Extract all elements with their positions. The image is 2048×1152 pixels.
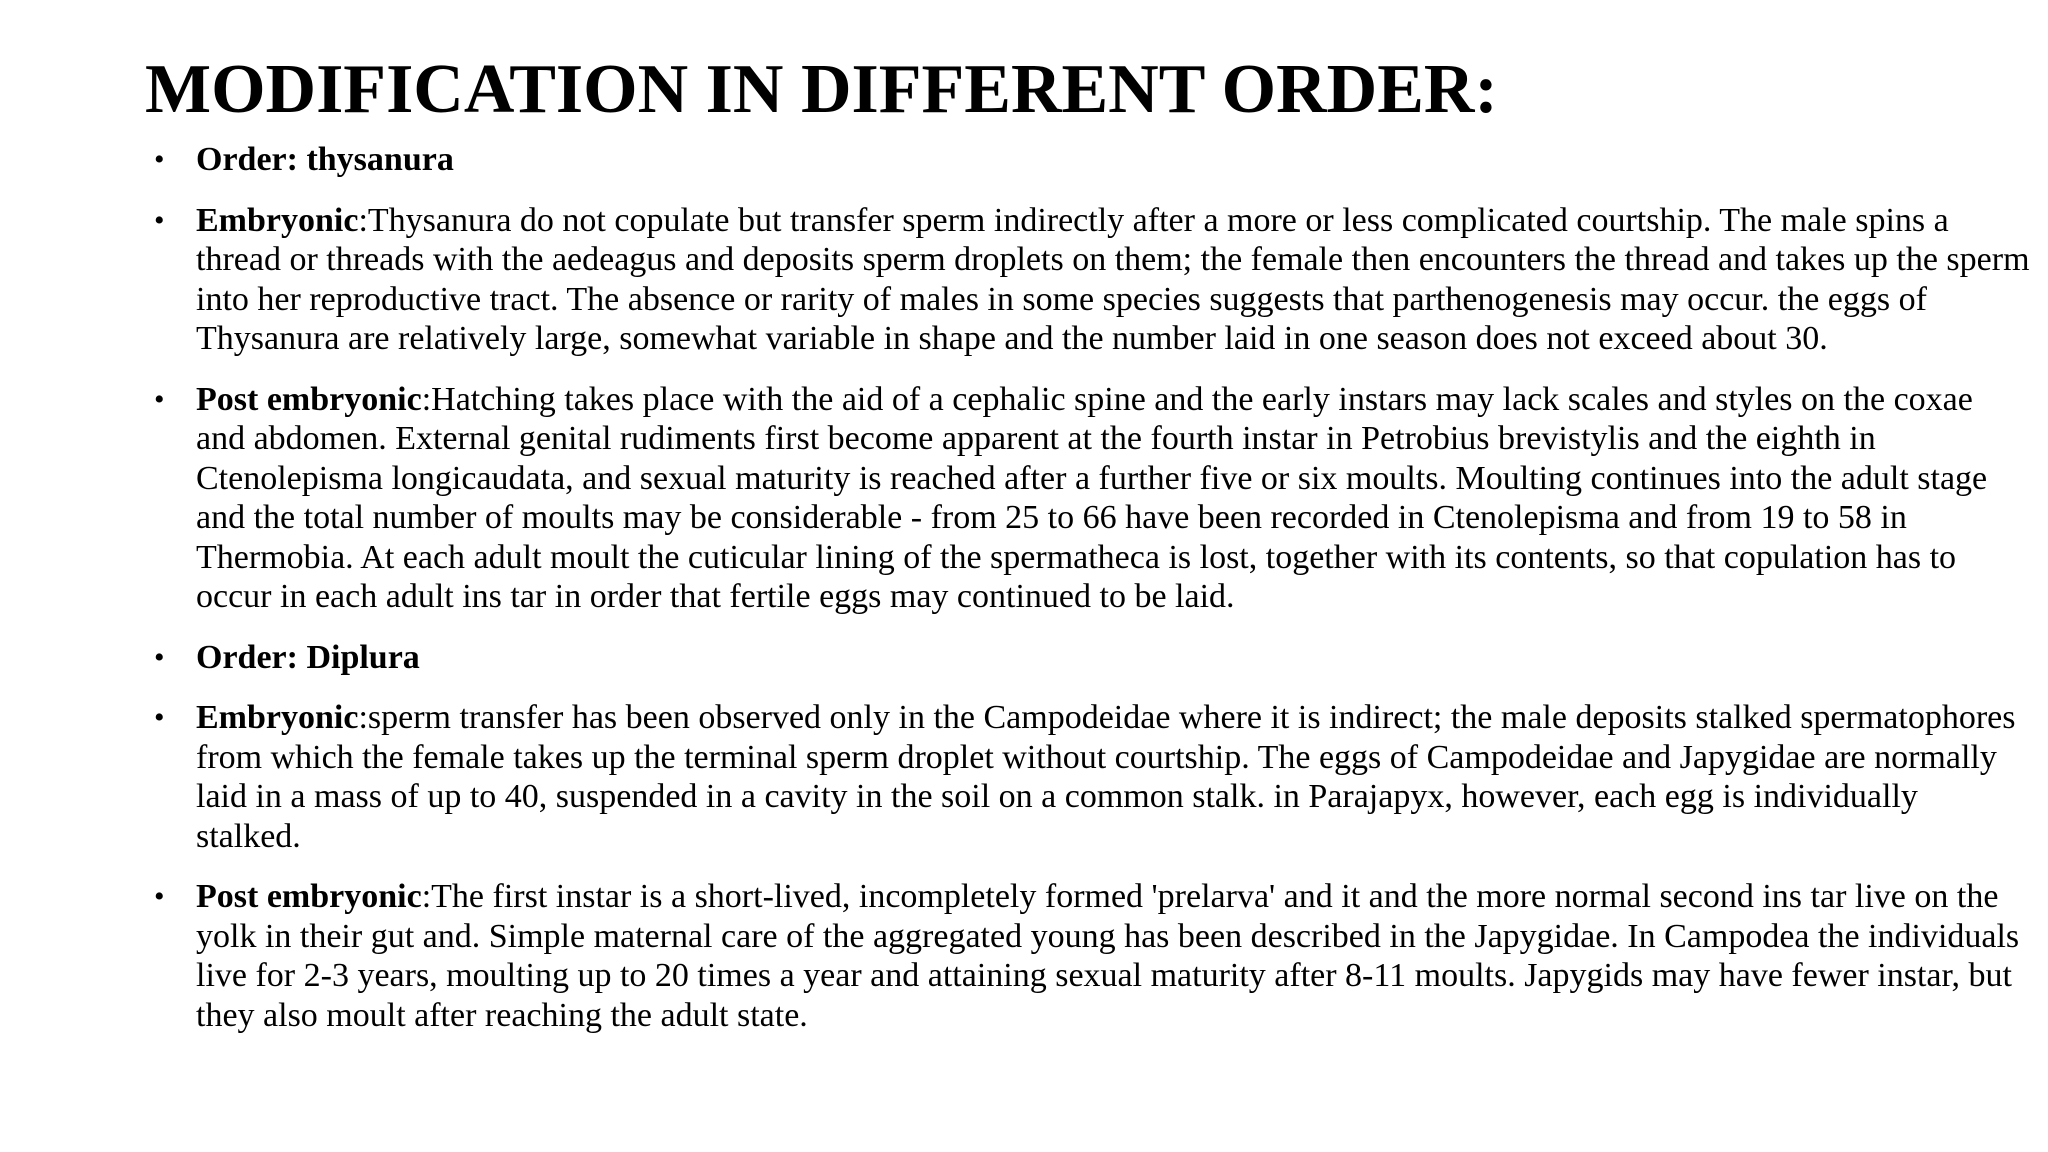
bullet-text: :Hatching takes place with the aid of a cephalic spine and the early instars may lack scales and styles on the coxae and abdomen. External genital rudiments first become apparent at the fourth instar in Petrobius brevistylis and the eighth in Ctenolepisma longicaudata, and sexual maturity is reached after a further five or six moults. Moulting continues into the adult stage and the total number of moults may be considerable - from 25 to 66 have been recorded in Ctenolepisma and from 19 to 58 in Thermobia. At each adult moult the cuticular lining of the spermatheca is lost, together with its contents, so that copulation has to occur in each adult ins tar in order that fertile eggs may continued to be laid. [196, 380, 1988, 615]
bullet-label: Post embryonic [196, 380, 422, 418]
slide-title: MODIFICATION IN DIFFERENT ORDER: [145, 51, 1498, 128]
bullet-diplura-post-embryonic [150, 877, 2030, 1035]
bullet-marker: • [154, 640, 165, 674]
bullet-heading: Order: thysanura [196, 141, 454, 178]
bullet-marker: • [154, 701, 165, 734]
bullet-heading: Order: Diplura [196, 638, 420, 676]
bullet-text: :sperm transfer has been observed only in the Campodeidae where it is indirect; the male deposits stalked spermatophores from which the female takes up the terminal sperm droplet without courtship. The eggs of Campodeidae and Japygidae are normally laid in a mass of up to 40, suspended in a cavity in the soil on a common stalk. in Parajapyx, however, each egg is individually stalked. [196, 699, 2016, 855]
bullet-marker: • [154, 382, 165, 416]
bullet-marker: • [154, 880, 165, 913]
bullet-marker: • [154, 143, 165, 176]
bullet-text: :Thysanura do not copulate but transfer sperm indirectly after a more or less complicated courtship. The male spins a thread or threads with the aedeagus and deposits sperm droplets on them; the female then encounters the thread and takes up the sperm into her reproductive tract. The absence or rarity of males in some species suggests that parthenogenesis may occur. the eggs of Thysanura are relatively large, somewhat variable in shape and the number laid in one season does not exceed about 30. [196, 201, 2030, 357]
bullet-order-diplura [150, 638, 2030, 678]
bullet-label: Embryonic [196, 201, 359, 239]
bullet-list [150, 140, 2030, 1056]
bullet-text: :The first instar is a short-lived, incompletely formed 'prelarva' and it and the more normal second ins tar live on the yolk in their gut and. Simple maternal care of the aggregated young has been described in the Japygidae. In Campodea the individuals live for 2-3 years, moulting up to 20 times a year and attaining sexual maturity after 8-11 moults. Japygids may have fewer instar, but they also moult after reaching the adult state. [196, 878, 2020, 1034]
bullet-label: Embryonic [196, 699, 359, 736]
bullet-order-thysanura [150, 140, 2030, 180]
bullet-thysanura-embryonic [150, 201, 2030, 359]
bullet-marker: • [154, 203, 165, 237]
bullet-label: Post embryonic [196, 878, 422, 915]
bullet-diplura-embryonic [150, 698, 2030, 856]
bullet-thysanura-post-embryonic [150, 380, 2030, 617]
